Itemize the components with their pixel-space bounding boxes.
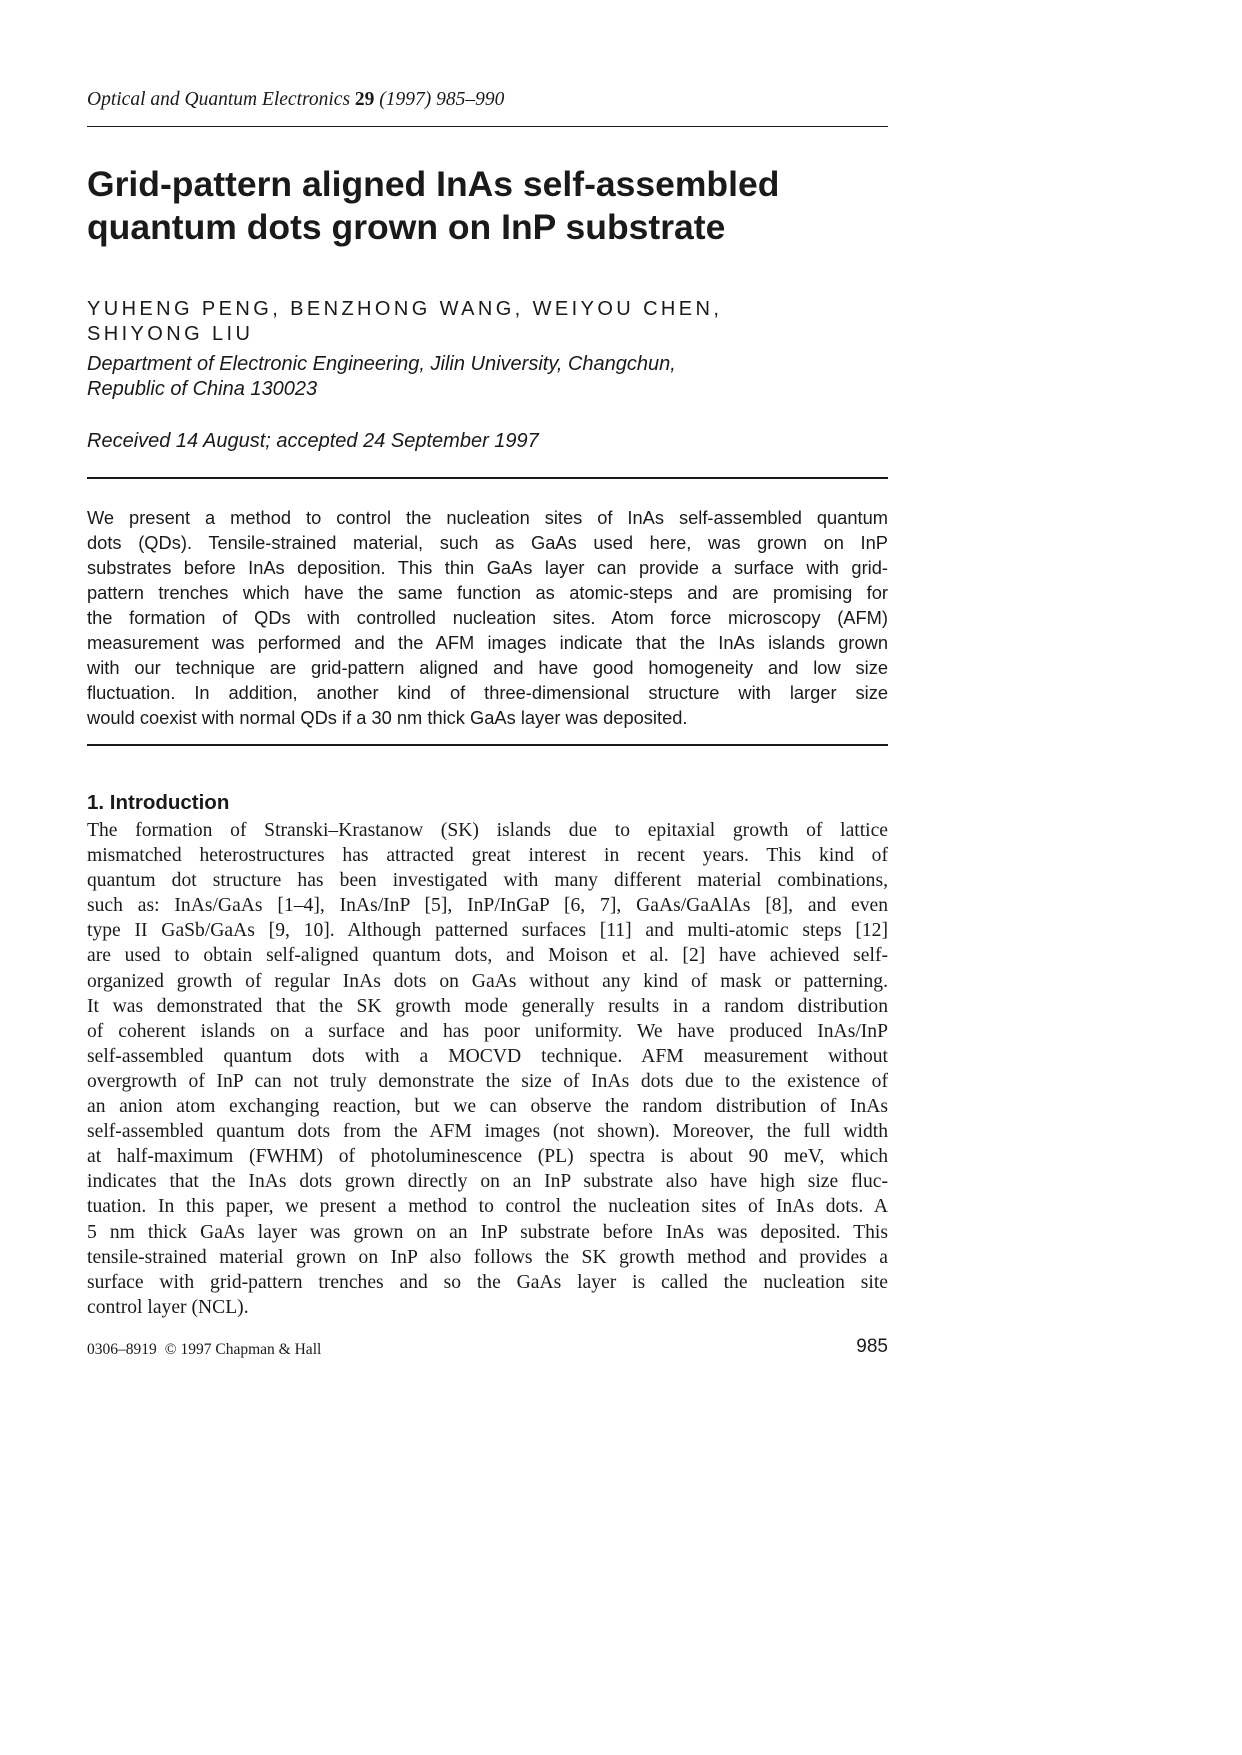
body-line: are used to obtain self-aligned quantum dots, and Moison et al. [2] have achieved self- bbox=[87, 945, 888, 967]
title-line: Grid-pattern aligned InAs self-assembled bbox=[87, 164, 780, 204]
journal-name: Optical and Quantum Electronics bbox=[87, 89, 351, 110]
abstract-line: measurement was performed and the AFM images indicate that the InAs islands grown bbox=[87, 632, 888, 653]
body-line: overgrowth of InP can not truly demonstrate the size of InAs dots due to the existence of bbox=[87, 1070, 888, 1092]
footer-copyright bbox=[87, 1341, 321, 1359]
body-line: It was demonstrated that the SK growth mode generally results in a random distribution bbox=[87, 995, 888, 1017]
body-line: 5 nm thick GaAs layer was grown on an InP substrate before InAs was deposited. This bbox=[87, 1221, 888, 1243]
page-number: 985 bbox=[856, 1336, 888, 1357]
abstract-bottom-rule bbox=[87, 744, 888, 746]
authors-line: SHIYONG LIU bbox=[87, 323, 254, 345]
body-line: mismatched heterostructures has attracted great interest in recent years. This kind of bbox=[87, 845, 888, 867]
copyright-text: 1997 Chapman & Hall bbox=[180, 1341, 322, 1358]
body-line: control layer (NCL). bbox=[87, 1296, 249, 1318]
body-line: indicates that the InAs dots grown directly on an InP substrate also have high size fluc- bbox=[87, 1171, 888, 1193]
abstract-top-rule bbox=[87, 477, 888, 479]
abstract-line: pattern trenches which have the same function as atomic-steps and are promising for bbox=[87, 582, 888, 603]
body-line: an anion atom exchanging reaction, but we can observe the random distribution of InAs bbox=[87, 1096, 888, 1118]
abstract-line: dots (QDs). Tensile-strained material, such as GaAs used here, was grown on InP bbox=[87, 532, 888, 553]
copyright-symbol: © bbox=[164, 1341, 177, 1358]
header-rule bbox=[87, 126, 888, 127]
journal-volume: 29 bbox=[354, 89, 375, 110]
affiliation-line: Republic of China 130023 bbox=[87, 378, 318, 400]
body-line: type II GaSb/GaAs [9, 10]. Although patterned surfaces [11] and multi-atomic steps [12] bbox=[87, 920, 888, 942]
abstract-line: We present a method to control the nucleation sites of InAs self-assembled quantum bbox=[87, 507, 888, 528]
title-line: quantum dots grown on InP substrate bbox=[87, 207, 726, 247]
abstract-line: substrates before InAs deposition. This thin GaAs layer can provide a surface with grid- bbox=[87, 557, 888, 578]
paper-page bbox=[87, 0, 888, 1755]
body-line: self-assembled quantum dots with a MOCVD technique. AFM measurement without bbox=[87, 1045, 888, 1067]
body-line: tuation. In this paper, we present a method to control the nucleation sites of InAs dots. A bbox=[87, 1196, 888, 1218]
author-list bbox=[87, 297, 722, 347]
body-line: The formation of Stranski–Krastanow (SK) islands due to epitaxial growth of lattice bbox=[87, 820, 888, 841]
received-dates: Received 14 August; accepted 24 September 1997 bbox=[87, 430, 539, 452]
abstract-line: with our technique are grid-pattern aligned and have good homogeneity and low size bbox=[87, 657, 888, 678]
paper-title bbox=[87, 163, 888, 249]
body-line: at half-maximum (FWHM) of photoluminescence (PL) spectra is about 90 meV, which bbox=[87, 1146, 888, 1168]
body-text bbox=[87, 818, 888, 1320]
body-line: organized growth of regular InAs dots on GaAs without any kind of mask or patterning. bbox=[87, 970, 888, 992]
journal-header bbox=[87, 89, 504, 111]
abstract bbox=[87, 505, 888, 730]
body-line: tensile-strained material grown on InP also follows the SK growth method and provides a bbox=[87, 1246, 888, 1268]
body-line: of coherent islands on a surface and has poor uniformity. We have produced InAs/InP bbox=[87, 1020, 888, 1042]
abstract-line: the formation of QDs with controlled nucleation sites. Atom force microscopy (AFM) bbox=[87, 607, 888, 628]
body-line: self-assembled quantum dots from the AFM images (not shown). Moreover, the full width bbox=[87, 1121, 888, 1143]
body-line: such as: InAs/GaAs [1–4], InAs/InP [5], InP/InGaP [6, 7], GaAs/GaAlAs [8], and even bbox=[87, 895, 888, 917]
abstract-line: would coexist with normal QDs if a 30 nm thick GaAs layer was deposited. bbox=[87, 707, 688, 728]
abstract-line: fluctuation. In addition, another kind of three-dimensional structure with larger size bbox=[87, 682, 888, 703]
body-line: surface with grid-pattern trenches and so the GaAs layer is called the nucleation site bbox=[87, 1271, 888, 1293]
issn: 0306–8919 bbox=[87, 1341, 157, 1358]
authors-line: YUHENG PENG, BENZHONG WANG, WEIYOU CHEN, bbox=[87, 298, 723, 320]
body-line: quantum dot structure has been investigated with many different material combinations, bbox=[87, 870, 888, 892]
affiliation bbox=[87, 352, 676, 402]
section-heading: 1. Introduction bbox=[87, 791, 230, 814]
affiliation-line: Department of Electronic Engineering, Jilin University, Changchun, bbox=[87, 353, 676, 375]
journal-year-pages: (1997) 985–990 bbox=[379, 89, 505, 110]
